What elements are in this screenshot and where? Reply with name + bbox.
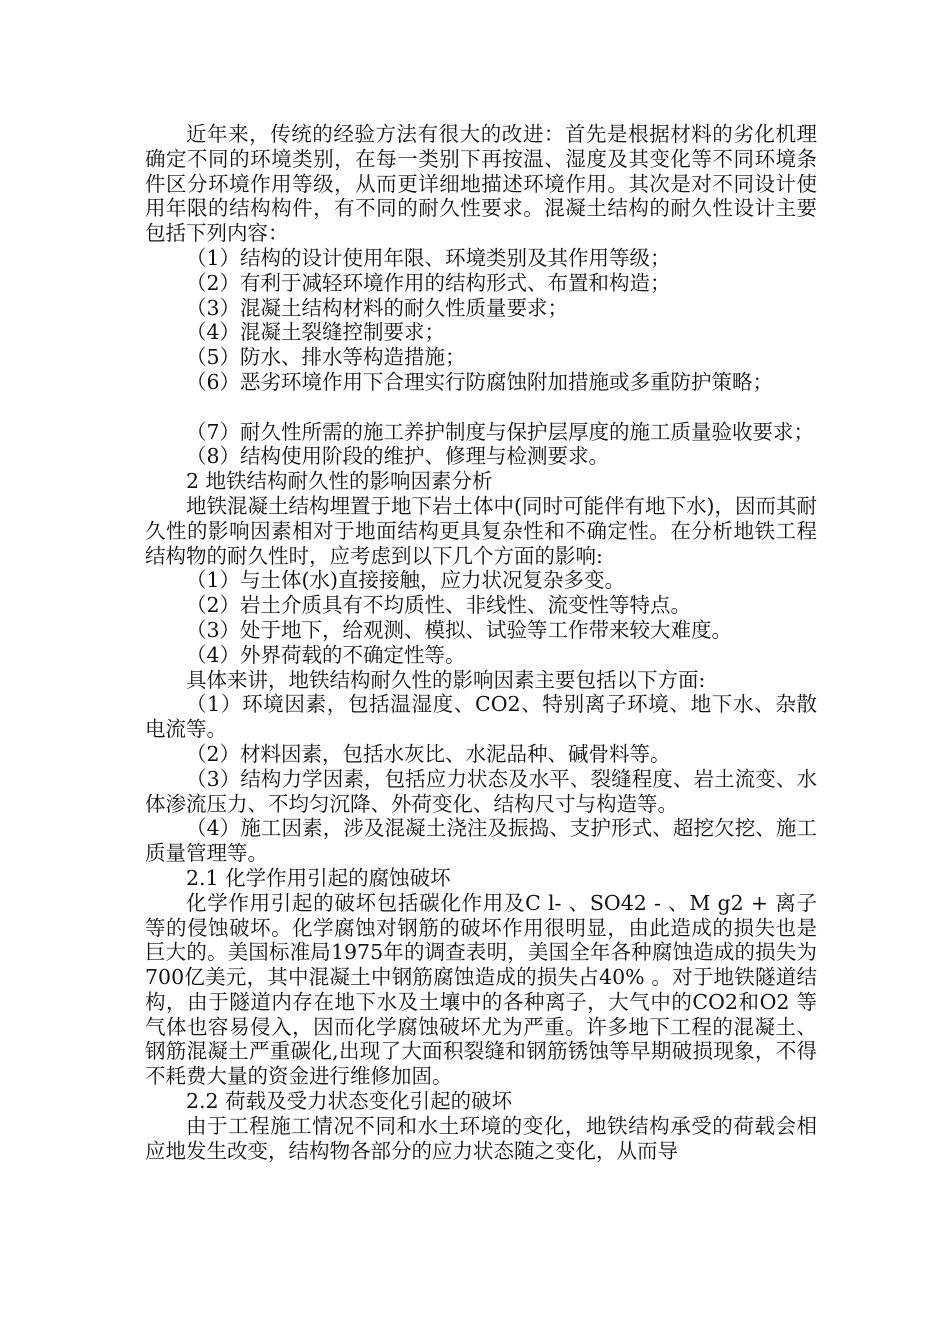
list-item-8: （8）结构使用阶段的维护、修理与检测要求。 (186, 444, 610, 469)
specific-item-2: （2）材料因素，包括水灰比、水泥品种、碱骨料等。 (186, 741, 671, 766)
paragraph-specific: 具体来讲，地铁结构耐久性的影响因素主要包括以下方面: (186, 667, 706, 692)
paragraph-load: 由于工程施工情况不同和水土环境的变化，地铁结构承受的荷载会相应地发生改变，结构物各部分的应力状态随之变化，从而导 (145, 1113, 817, 1163)
list-item-7: （7）耐久性所需的施工养护制度与保护层厚度的施工质量验收要求； (186, 419, 815, 444)
factor-item-1: （1）与土体(水)直接接触，应力状况复杂多变。 (186, 568, 626, 593)
blank-line (145, 395, 817, 420)
paragraph-factors-intro: 地铁混凝土结构埋置于地下岩土体中(同时可能伴有地下水)，因而其耐久性的影响因素相对于地面结构更具复杂性和不确定性。在分析地铁工程结构物的耐久性时，应考虑到以下几个方面的影响: (145, 493, 817, 568)
document-body (145, 122, 817, 1163)
specific-item-3: （3）结构力学因素，包括应力状态及水平、裂缝程度、岩土流变、水体渗流压力、不均匀沉降、外荷变化、结构尺寸与构造等。 (145, 766, 817, 816)
section-heading-2: 2 地铁结构耐久性的影响因素分析 (186, 469, 493, 494)
factor-item-3: （3）处于地下，给观测、模拟、试验等工作带来较大难度。 (186, 617, 733, 642)
list-item-4: （4）混凝土裂缝控制要求； (186, 320, 446, 345)
section-heading-2-2: 2.2 荷载及受力状态变化引起的破坏 (186, 1089, 513, 1114)
paragraph-chemical: 化学作用引起的破坏包括碳化作用及C l- 、SO42 - 、M g2 + 离子等的侵蚀破坏。化学腐蚀对钢筋的破坏作用很明显，由此造成的损失也是巨大的。美国标准局1975年的调查表明，美国全年各种腐蚀造成的损失为700亿美元，其中混凝土中钢筋腐蚀造成的损失占40% 。对于地铁隧道结构，由于隧道内存在地下水及土壤中的各种离子，大气中的CO2和O2 等气体也容易侵入，因而化学腐蚀破坏尤为严重。许多地下工程的混凝土、钢筋混凝土严重碳化,出现了大面积裂缝和钢筋锈蚀等早期破损现象，不得不耗费大量的资金进行维修加固。 (145, 890, 817, 1089)
section-heading-2-1: 2.1 化学作用引起的腐蚀破坏 (186, 865, 451, 890)
list-item-3: （3）混凝土结构材料的耐久性质量要求； (186, 295, 569, 320)
list-item-1: （1）结构的设计使用年限、环境类别及其作用等级； (186, 245, 671, 270)
list-item-6: （6）恶劣环境作用下合理实行防腐蚀附加措施或多重防护策略； (186, 369, 774, 394)
list-item-2: （2）有利于减轻环境作用的结构形式、布置和构造； (186, 270, 671, 295)
specific-item-4: （4）施工因素，涉及混凝土浇注及振捣、支护形式、超挖欠挖、施工质量管理等。 (145, 816, 817, 866)
list-item-5: （5）防水、排水等构造措施； (186, 345, 466, 370)
paragraph-intro: 近年来，传统的经验方法有很大的改进：首先是根据材料的劣化机理确定不同的环境类别，在每一类别下再按温、湿度及其变化等不同环境条件区分环境作用等级，从而更详细地描述环境作用。其次是对不同设计使用年限的结构构件，有不同的耐久性要求。混凝土结构的耐久性设计主要包括下列内容： (145, 122, 817, 246)
factor-item-4: （4）外界荷载的不确定性等。 (186, 642, 466, 667)
factor-item-2: （2）岩土介质具有不均质性、非线性、流变性等特点。 (186, 593, 692, 618)
specific-item-1: （1）环境因素，包括温湿度、CO2、特别离子环境、地下水、杂散电流等。 (145, 692, 817, 742)
